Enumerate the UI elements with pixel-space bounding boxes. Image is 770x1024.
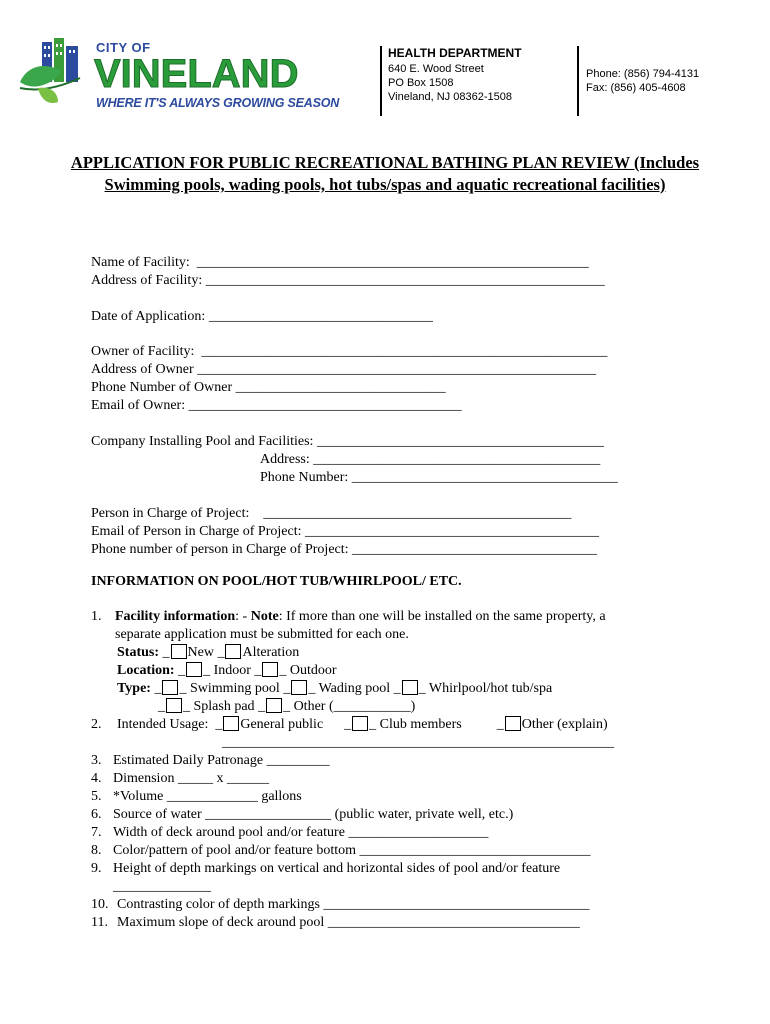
status-new-checkbox[interactable] (171, 644, 187, 659)
item-4-x: x (216, 771, 224, 786)
item-3-number: 3. (91, 753, 102, 768)
item-8-number: 8. (91, 843, 102, 858)
item-9-label: Height of depth markings on vertical and horizontal sides of pool and/or feature (113, 861, 561, 876)
type-other-label: Other ( (293, 699, 334, 714)
address-line-2: PO Box 1508 (388, 77, 454, 89)
item-6-number: 6. (91, 807, 102, 822)
item-3-row[interactable]: Estimated Daily Patronage _________ (113, 753, 330, 768)
owner-address-row[interactable]: Address of Owner _________________________________________________________ (91, 362, 597, 377)
item-1-line-2: separate application must be submitted for each one. (115, 627, 409, 642)
status-new-label: New (187, 645, 214, 660)
item-2-number: 2. (91, 717, 102, 732)
person-phone-row[interactable]: Phone number of person in Charge of Project: ___________________________________ (91, 542, 598, 557)
company-row[interactable]: Company Installing Pool and Facilities: _________________________________________ (91, 434, 604, 449)
department-block (388, 46, 522, 104)
item-1-bold-b: Note (250, 609, 279, 624)
person-email-label: Email of Person in Charge of Project: (91, 524, 302, 539)
item-8-row[interactable]: Color/pattern of pool and/or feature bottom _________________________________ (113, 843, 591, 858)
facility-address-row[interactable]: Address of Facility: _________________________________________________________ (91, 273, 605, 288)
owner-email-row[interactable]: Email of Owner: _______________________________________ (91, 398, 462, 413)
type-wading-checkbox[interactable] (291, 680, 307, 695)
type-splash-checkbox[interactable] (166, 698, 182, 713)
application-date-row[interactable]: Date of Application: ________________________________ (91, 309, 433, 324)
item-6-label: Source of water (113, 807, 202, 822)
usage-other-label: Other (explain) (521, 717, 608, 732)
owner-label: Owner of Facility: (91, 344, 195, 359)
facility-name-row[interactable]: Name of Facility: ________________________________________________________ (91, 255, 589, 270)
item-1-bold-a: Facility information (115, 609, 236, 624)
owner-email-label: Email of Owner: (91, 398, 186, 413)
type-splash-label: Splash pad (193, 699, 255, 714)
item-9-number: 9. (91, 861, 102, 876)
usage-row: Intended Usage: _ General public _ _ Club members _ Other (explain) (117, 717, 608, 732)
type-row-2: _ _ Splash pad _ _ Other (___________) (158, 699, 416, 714)
usage-club-label: Club members (379, 717, 462, 732)
item-3-label: Estimated Daily Patronage (113, 753, 264, 768)
location-outdoor-label: Outdoor (289, 663, 337, 678)
location-indoor-label: Indoor (213, 663, 251, 678)
item-6-row[interactable]: Source of water __________________ (public water, private well, etc.) (113, 807, 514, 822)
item-7-row[interactable]: Width of deck around pool and/or feature ____________________ (113, 825, 489, 840)
usage-club-checkbox[interactable] (352, 716, 368, 731)
item-4-row[interactable]: Dimension _____ x ______ (113, 771, 269, 786)
usage-general-label: General public (240, 717, 324, 732)
header-divider-left (380, 46, 382, 116)
status-alteration-checkbox[interactable] (225, 644, 241, 659)
type-row: Type: _ _ Swimming pool _ _ Wading pool _ _ Whirlpool/hot tub/spa (117, 681, 553, 696)
header-divider-right (577, 46, 579, 116)
status-alteration-label: Alteration (242, 645, 300, 660)
fax-number: Fax: (856) 405-4608 (586, 82, 686, 94)
logo-city-of: CITY OF (96, 40, 151, 55)
owner-phone-row[interactable]: Phone Number of Owner ______________________________ (91, 380, 446, 395)
item-11-number: 11. (91, 915, 108, 930)
owner-address-label: Address of Owner (91, 362, 194, 377)
type-swimming-label: Swimming pool (189, 681, 280, 696)
type-swimming-checkbox[interactable] (162, 680, 178, 695)
company-address-row[interactable]: Address: _________________________________________ (260, 452, 601, 467)
item-1-text-a: : - (235, 609, 251, 624)
item-1-text-b: : If more than one will be installed on the same property, a (278, 609, 606, 624)
item-10-number: 10. (91, 897, 109, 912)
phone-number: Phone: (856) 794-4131 (586, 68, 700, 80)
location-row: Location: _ _ Indoor _ _ Outdoor (117, 663, 337, 678)
item-4-number: 4. (91, 771, 102, 786)
item-4-label: Dimension (113, 771, 175, 786)
person-phone-label: Phone number of person in Charge of Project: (91, 542, 349, 557)
company-phone-row[interactable]: Phone Number: ______________________________________ (260, 470, 618, 485)
item-11-label: Maximum slope of deck around pool (117, 915, 325, 930)
item-9-blank[interactable]: ______________ (113, 879, 211, 894)
status-row: Status: _ New _ Alteration (117, 645, 300, 660)
address-line-3: Vineland, NJ 08362-1508 (388, 91, 512, 103)
location-label: Location: (117, 663, 175, 678)
type-other-checkbox[interactable] (266, 698, 282, 713)
item-11-row[interactable]: Maximum slope of deck around pool ____________________________________ (117, 915, 580, 930)
address-line-1: 640 E. Wood Street (388, 63, 484, 75)
item-5-number: 5. (91, 789, 102, 804)
person-row[interactable]: Person in Charge of Project: ____________________________________________ (91, 506, 572, 521)
usage-explain-line[interactable]: ________________________________________________________ (222, 735, 614, 750)
item-5-unit: gallons (261, 789, 302, 804)
item-1-number: 1. (91, 609, 102, 624)
type-label: Type: (117, 681, 151, 696)
item-10-label: Contrasting color of depth markings (117, 897, 320, 912)
item-5-row[interactable]: *Volume _____________ gallons (113, 789, 302, 804)
type-wading-label: Wading pool (318, 681, 391, 696)
company-label: Company Installing Pool and Facilities: (91, 434, 314, 449)
department-name: HEALTH DEPARTMENT (388, 46, 522, 60)
usage-general-checkbox[interactable] (223, 716, 239, 731)
section-heading: INFORMATION ON POOL/HOT TUB/WHIRLPOOL/ ETC. (91, 574, 462, 589)
company-phone-label: Phone Number: (260, 470, 349, 485)
facility-address-label: Address of Facility: (91, 273, 203, 288)
type-whirlpool-label: Whirlpool/hot tub/spa (428, 681, 553, 696)
owner-phone-label: Phone Number of Owner (91, 380, 233, 395)
location-indoor-checkbox[interactable] (186, 662, 202, 677)
type-whirlpool-checkbox[interactable] (402, 680, 418, 695)
item-7-number: 7. (91, 825, 102, 840)
item-10-row[interactable]: Contrasting color of depth markings ______________________________________ (117, 897, 590, 912)
logo-vineland: VINELAND (94, 52, 299, 96)
location-outdoor-checkbox[interactable] (262, 662, 278, 677)
usage-label: Intended Usage: (117, 717, 209, 732)
item-1-text (115, 608, 606, 626)
type-other-close: ) (410, 699, 416, 714)
item-7-label: Width of deck around pool and/or feature (113, 825, 345, 840)
person-label: Person in Charge of Project: (91, 506, 250, 521)
logo-slogan: WHERE IT'S ALWAYS GROWING SEASON (96, 96, 340, 110)
company-address-label: Address: (260, 452, 310, 467)
contact-block (586, 67, 699, 95)
owner-row[interactable]: Owner of Facility: __________________________________________________________ (91, 344, 608, 359)
item-6-note: (public water, private well, etc.) (334, 807, 514, 822)
person-email-row[interactable]: Email of Person in Charge of Project: __________________________________________ (91, 524, 599, 539)
usage-other-checkbox[interactable] (505, 716, 521, 731)
item-5-label: *Volume (113, 789, 164, 804)
item-8-label: Color/pattern of pool and/or feature bottom (113, 843, 356, 858)
form-title: APPLICATION FOR PUBLIC RECREATIONAL BATHING PLAN REVIEW (Includes Swimming pools, wading pools, hot tubs/spas and aquatic recreational facilities) (70, 153, 700, 194)
facility-name-label: Name of Facility: (91, 255, 190, 270)
application-date-label: Date of Application: (91, 309, 206, 324)
status-label: Status: (117, 645, 160, 660)
